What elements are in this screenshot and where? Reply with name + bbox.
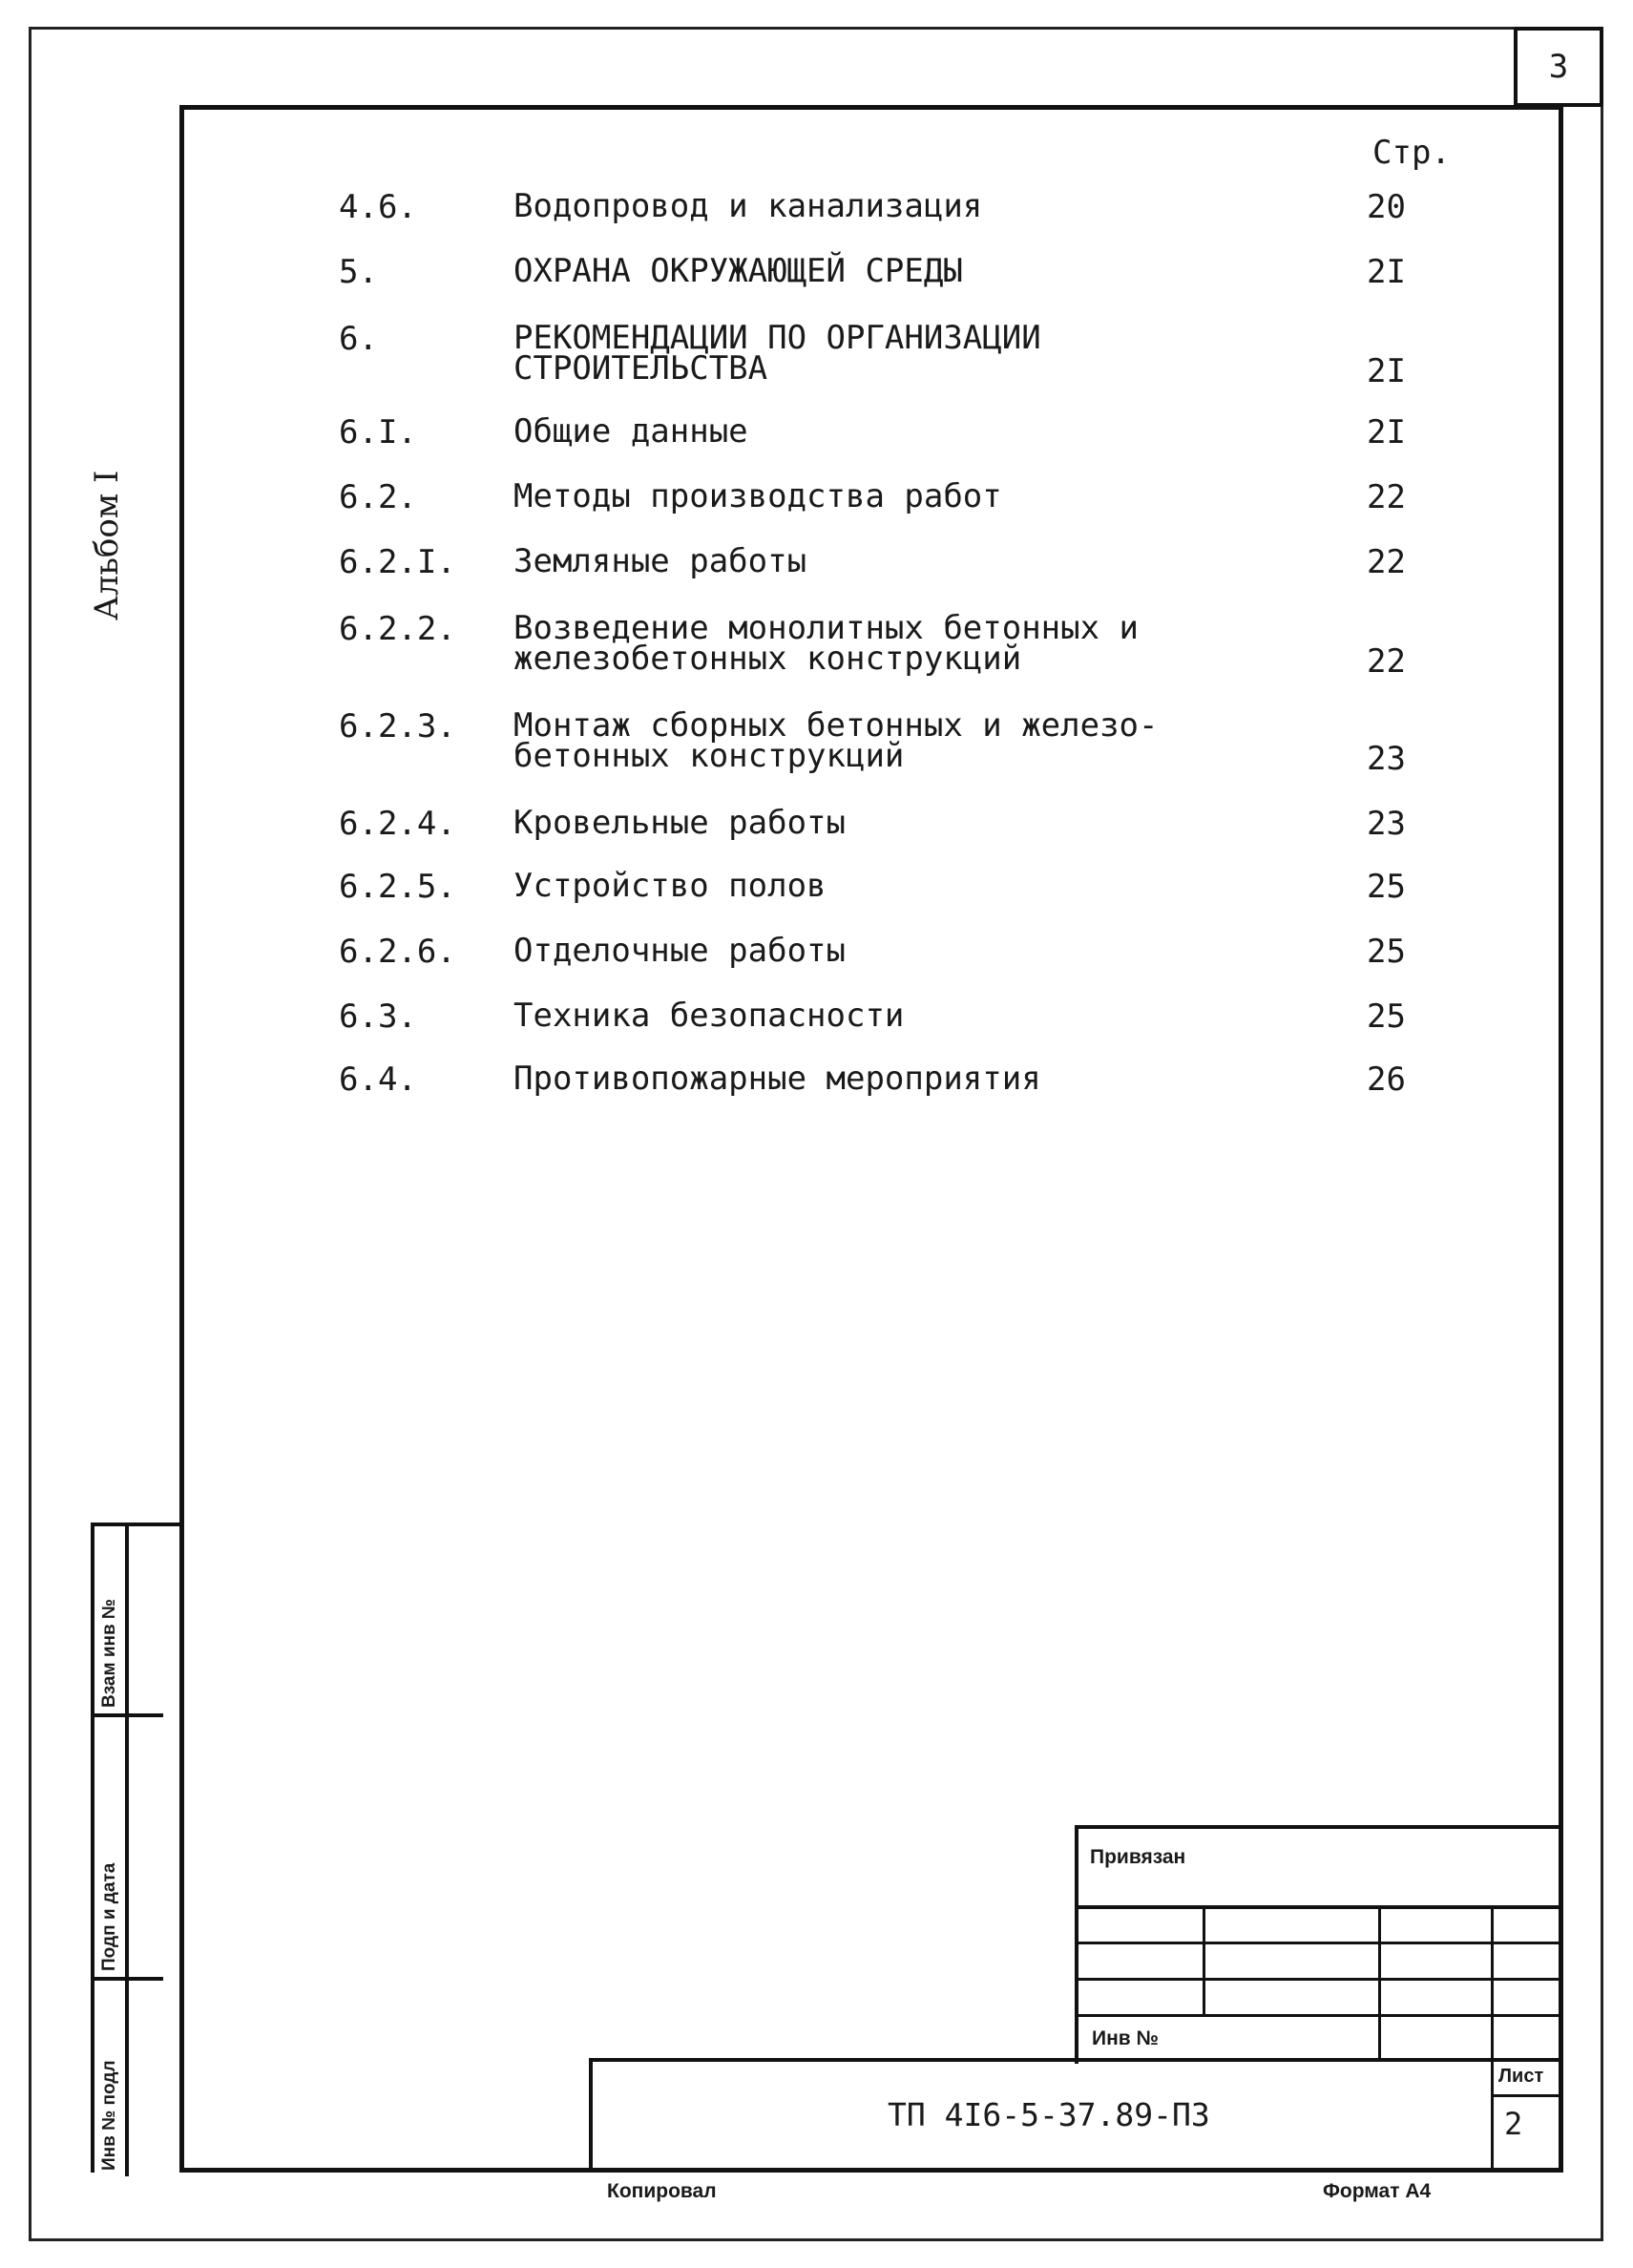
toc-page: 23 <box>1367 740 1406 778</box>
toc-page: 22 <box>1367 543 1406 581</box>
left-stamp <box>91 1522 180 2173</box>
toc-title-line: Земляные работы <box>513 542 807 580</box>
toc-number: 6. <box>339 320 378 358</box>
document-code: ТП 4I6-5-37.89-ПЗ <box>888 2096 1210 2133</box>
toc-number: 6.4. <box>339 1060 417 1099</box>
toc-title <box>513 187 1239 225</box>
toc-title <box>513 252 1239 290</box>
toc-title <box>513 706 1239 775</box>
toc-number: 6.2.6. <box>339 933 456 971</box>
toc-title-line: РЕКОМЕНДАЦИИ ПО ОРГАНИЗАЦИИ <box>513 319 1041 357</box>
toc-page: 22 <box>1367 478 1406 516</box>
podp-data-label: Подп и дата <box>99 1862 119 1971</box>
toc-page: 2I <box>1367 352 1406 390</box>
toc-title-line: Кровельные работы <box>513 804 846 842</box>
page-number: 3 <box>1548 48 1569 86</box>
format-label: Формат А4 <box>1323 2180 1432 2202</box>
toc-page: 25 <box>1367 933 1406 971</box>
toc-title <box>513 609 1239 678</box>
privyazan-label: Привязан <box>1090 1846 1186 1868</box>
podp-data-value <box>129 1717 163 1981</box>
toc-title <box>513 477 1239 515</box>
toc-page: 2I <box>1367 253 1406 291</box>
toc-title-line: Противопожарные мероприятия <box>513 1060 1041 1098</box>
list-divider <box>1491 2094 1563 2097</box>
toc-title-line: Методы производства работ <box>513 477 1002 515</box>
toc-title-line: Возведение монолитных бетонных и <box>513 609 1140 647</box>
toc-title-line: Отделочные работы <box>513 932 846 970</box>
toc-title-line: Водопровод и канализация <box>513 187 983 225</box>
page-column-header: Стр. <box>1372 134 1451 172</box>
toc-page: 25 <box>1367 998 1406 1036</box>
toc-number: 6.2.I. <box>339 543 456 581</box>
vzam-inv-value <box>129 1526 163 1717</box>
toc-title <box>513 1060 1239 1098</box>
inv-podl-cell <box>94 1981 129 2176</box>
toc-title <box>513 412 1239 451</box>
list-label: Лист <box>1498 2066 1544 2087</box>
toc-title <box>513 932 1239 970</box>
toc-number: 6.2. <box>339 478 417 516</box>
code-row-top <box>589 2058 1563 2062</box>
toc-page: 26 <box>1367 1060 1406 1099</box>
list-value: 2 <box>1504 2106 1523 2142</box>
toc-number: 6.2.3. <box>339 707 456 746</box>
right-strip <box>1563 105 1603 2173</box>
toc-number: 6.2.4. <box>339 805 456 843</box>
toc-title-line: бетонных конструкций <box>513 737 905 775</box>
toc-number: 6.2.2. <box>339 610 456 648</box>
toc-number: 6.3. <box>339 998 417 1036</box>
page-number-box <box>1514 27 1603 107</box>
vzam-inv-label: Взам инв № <box>99 1598 119 1708</box>
toc-title <box>513 997 1239 1035</box>
inv-no-label: Инв № <box>1092 2027 1159 2049</box>
toc-title-line: СТРОИТЕЛЬСТВА <box>513 349 768 388</box>
album-label: Альбом I <box>88 470 126 620</box>
podp-data-cell <box>94 1717 129 1981</box>
toc-title <box>513 542 1239 580</box>
vzam-inv-cell <box>94 1526 129 1717</box>
toc-title <box>513 319 1239 388</box>
toc-title <box>513 804 1239 842</box>
toc-number: 6.2.5. <box>339 868 456 906</box>
toc-page: 2I <box>1367 413 1406 452</box>
toc-page: 23 <box>1367 805 1406 843</box>
toc-title <box>513 867 1239 905</box>
toc-title-line: Устройство полов <box>513 867 827 905</box>
toc-number: 5. <box>339 253 378 291</box>
toc-title-line: ОХРАНА ОКРУЖАЮЩЕЙ СРЕДЫ <box>513 252 963 290</box>
toc-number: 6.I. <box>339 413 417 452</box>
toc-title-line: Монтаж сборных бетонных и железо- <box>513 706 1159 745</box>
inv-podl-label: Инв № подл <box>99 2060 119 2171</box>
toc-title-line: железобетонных конструкций <box>513 640 1022 678</box>
code-row-left <box>589 2058 593 2173</box>
kopiroval-label: Копировал <box>607 2180 717 2202</box>
toc-page: 25 <box>1367 868 1406 906</box>
toc-title-line: Общие данные <box>513 412 748 451</box>
toc-number: 4.6. <box>339 188 417 226</box>
toc-page: 20 <box>1367 188 1406 226</box>
toc-title-line: Техника безопасности <box>513 997 905 1035</box>
toc-page: 22 <box>1367 642 1406 681</box>
